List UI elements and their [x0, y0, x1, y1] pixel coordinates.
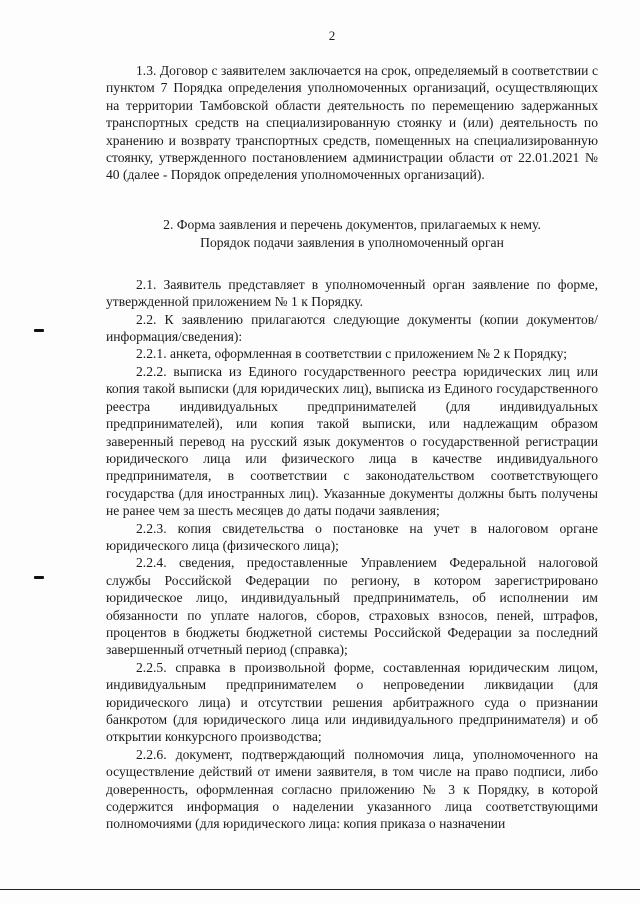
paragraph-2-1: 2.1. Заявитель представляет в уполномоченный орган заявление по форме, утвержденной приложением № 1 к Порядку. [106, 276, 598, 310]
margin-mark [34, 576, 44, 579]
paragraph-2-2-1: 2.2.1. анкета, оформленная в соответствии с приложением № 2 к Порядку; [136, 346, 568, 362]
page-number: 2 [328, 28, 336, 43]
margin-mark [34, 329, 44, 332]
paragraph-1-3: 1.3. Договор с заявителем заключается на срок, определяемый в соответствии с пунктом 7 Порядка определения уполномоченных организаций, осуществляющих на территории Тамбовской области деятельность по перемещению задержанных транспортных средств на специализированную стоянку и (или) деятельность по хранению и возврату транспортных средств, помещенных на специализированную стоянку, утвержденного постановлением администрации области от 22.01.2021 № 40 (далее - Порядок определения уполномоченных организаций). [106, 63, 598, 183]
document-body [106, 62, 598, 833]
paragraph-2-2-5: 2.2.5. справка в произвольной форме, составленная юридическим лицом, индивидуальным предпринимателем о непроведении ликвидации (для юридического лица) и отсутствии решения арбитражного суда о признании банкротом (для юридического лица или индивидуального предпринимателя) и об открытии конкурсного производства; [106, 659, 598, 745]
paragraph-2-2-2: 2.2.2. выписка из Единого государственного реестра юридических лиц или копия такой выписки (для юридических лиц), выписка из Единого государственного реестра индивидуальных предпринимателей (для индивидуальных предпринимателей), или копия такой выписки, или надлежащим образом заверенный перевод на русский язык документов о государственной регистрации юридического лица или физического лица в качестве индивидуального предпринимателя, в соответствии с законодательством соответствующего государства (для иностранных лиц). Указанные документы должны быть получены не ранее чем за шесть месяцев до даты подачи заявления; [106, 363, 598, 519]
paragraph-2-2-6: 2.2.6. документ, подтверждающий полномочия лица, уполномоченного на осуществление действий от имени заявителя, в том числе на право подписи, либо доверенность, оформленная согласно приложению № 3 к Порядку, в которой содержится информация о наделении указанного лица соответствующими полномочиями (для юридического лица: копия приказа о назначении [106, 746, 598, 832]
page-bottom-rule [0, 889, 640, 890]
paragraph-2-2-3: 2.2.3. копия свидетельства о постановке на учет в налоговом органе юридического лица (физического лица); [106, 520, 598, 553]
section-heading [106, 216, 598, 252]
paragraph-2-2-4: 2.2.4. сведения, предоставленные Управлением Федеральной налоговой службы Российской Федерации по региону, в котором зарегистрировано юридическое лицо, индивидуальный предприниматель, об исполнении им обязанности по уплате налогов, сборов, страховых взносов, пеней, штрафов, процентов в бюджеты бюджетной системы Российской Федерации за последний завершенный отчетный период (справка); [106, 555, 598, 658]
paragraph-2-2: 2.2. К заявлению прилагаются следующие документы (копии документов/информация/сведения): [106, 311, 598, 345]
section-heading-line-2: Порядок подачи заявления в уполномоченный орган [200, 234, 504, 250]
section-heading-line-1: 2. Форма заявления и перечень документов, прилагаемых к нему. [163, 216, 541, 232]
